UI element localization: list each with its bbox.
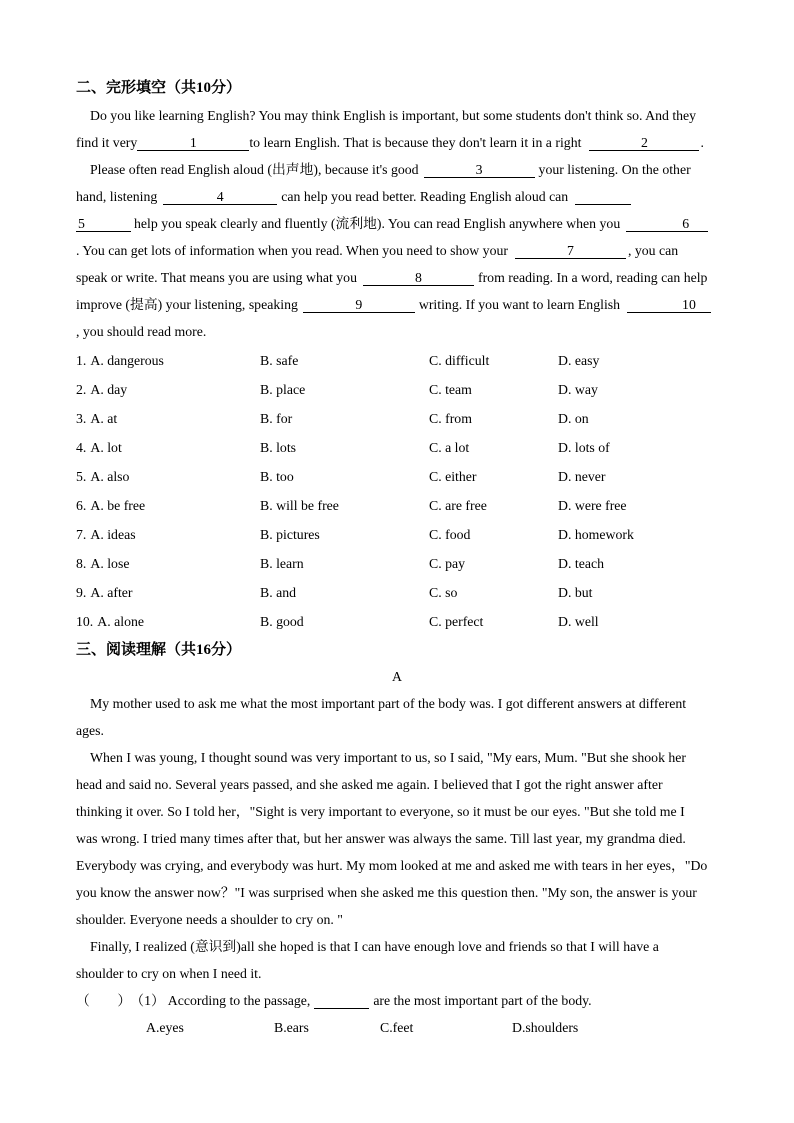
question-number: （1） [137, 993, 165, 1008]
blank-10: 10 [627, 297, 711, 313]
option-row [76, 549, 766, 578]
option-c: C. perfect [429, 614, 484, 629]
cloze-section-heading: 二、完形填空（共10分） [76, 80, 242, 96]
cloze-options [76, 346, 766, 636]
cloze-line [76, 210, 766, 237]
option-a [76, 607, 144, 636]
option-d: D. but [558, 585, 593, 600]
option-d: D. homework [558, 527, 634, 542]
cloze-text: , you should read more. [76, 324, 207, 339]
blank-7: 7 [515, 243, 626, 259]
cloze-text: speak or write. That means you are using what you [76, 270, 357, 285]
option-row [76, 462, 766, 491]
option-a [76, 404, 117, 433]
cloze-line [76, 291, 766, 318]
option-c: C. so [429, 585, 458, 600]
option-choice: A. ideas [90, 527, 136, 542]
cloze-line [76, 237, 766, 264]
option-b: B. will be free [260, 498, 339, 513]
option-c: C. team [429, 382, 472, 397]
option-choice: A. day [90, 382, 128, 397]
option-b: B. good [260, 614, 304, 629]
cloze-passage [76, 102, 766, 345]
choice-b: B.ears [274, 1020, 309, 1035]
answer-parentheses: （ ） [76, 993, 132, 1008]
cloze-line [76, 183, 766, 210]
cloze-text: writing. If you want to learn English [418, 297, 621, 312]
cloze-line [76, 102, 766, 129]
blank-5: 5 [76, 216, 131, 232]
option-c: C. a lot [429, 440, 470, 455]
cloze-text: from reading. In a word, reading can help [477, 270, 708, 285]
choice-d: D.shoulders [512, 1020, 579, 1035]
reading-line: you know the answer now？"I was surprised when she asked me this question then. "My son, the answer is your [76, 885, 697, 900]
question-blank [314, 993, 369, 1009]
reading-line: When I was young, I thought sound was very important to us, so I said, "My ears, Mum. "But she shook her [90, 750, 687, 765]
option-b: B. lots [260, 440, 297, 455]
blank-8: 8 [363, 270, 474, 286]
option-a [76, 433, 122, 462]
option-row [76, 491, 766, 520]
blank-3: 3 [424, 162, 535, 178]
reading-line: ages. [76, 723, 104, 738]
option-d: D. teach [558, 556, 604, 571]
option-choice: A. alone [97, 614, 144, 629]
cloze-text: improve (提高) your listening, speaking [76, 297, 298, 312]
option-b: B. too [260, 469, 294, 484]
choice-c: C.feet [380, 1020, 414, 1035]
option-number: 4. [76, 440, 87, 455]
reading-line: Everybody was crying, and everybody was hurt. My mom looked at me and asked me with tears in her eyes，"Do [76, 858, 708, 873]
choice-a: A.eyes [146, 1020, 184, 1035]
option-a [76, 491, 145, 520]
blank-1: 1 [137, 135, 249, 151]
cloze-text: . You can get lots of information when you read. When you need to show your [76, 243, 508, 258]
option-number: 5. [76, 469, 87, 484]
reading-line: shoulder. Everyone needs a shoulder to cry on. " [76, 912, 343, 927]
passage-label: A [392, 669, 402, 684]
option-number: 2. [76, 382, 87, 397]
option-a [76, 375, 127, 404]
option-b: B. for [260, 411, 293, 426]
reading-line: My mother used to ask me what the most important part of the body was. I got different answers at different [90, 696, 687, 711]
option-c: C. from [429, 411, 472, 426]
option-row [76, 607, 766, 636]
option-row [76, 578, 766, 607]
option-choice: A. after [90, 585, 133, 600]
option-b: B. and [260, 585, 297, 600]
option-b: B. pictures [260, 527, 320, 542]
option-choice: A. also [90, 469, 130, 484]
option-row [76, 375, 766, 404]
question-text: According to the passage, [167, 993, 311, 1008]
cloze-text: hand, listening [76, 189, 158, 204]
reading-passage [76, 690, 766, 1042]
question-text: are the most important part of the body. [373, 993, 592, 1008]
cloze-text: help you speak clearly and fluently (流利地). You can read English anywhere when you [134, 216, 621, 231]
option-c: C. either [429, 469, 477, 484]
option-d: D. easy [558, 353, 600, 368]
option-a [76, 346, 164, 375]
cloze-line [76, 129, 766, 156]
cloze-text: find it very [76, 135, 138, 150]
cloze-text: to learn English. That is because they don't learn it in a right [249, 135, 582, 150]
cloze-line [76, 318, 766, 345]
option-choice: A. at [90, 411, 118, 426]
option-d: D. on [558, 411, 589, 426]
option-c: C. difficult [429, 353, 490, 368]
blank-4: 4 [163, 189, 277, 205]
option-number: 1. [76, 353, 87, 368]
option-c: C. pay [429, 556, 466, 571]
option-a [76, 462, 129, 491]
option-row [76, 346, 766, 375]
option-number: 7. [76, 527, 87, 542]
option-d: D. never [558, 469, 606, 484]
cloze-text: , you can [627, 243, 679, 258]
question-stem [76, 987, 766, 1014]
option-number: 8. [76, 556, 87, 571]
cloze-text: Please often read English aloud (出声地), because it's good [90, 162, 419, 177]
option-number: 9. [76, 585, 87, 600]
blank-5-start [575, 189, 631, 205]
option-number: 10. [76, 614, 94, 629]
option-c: C. food [429, 527, 471, 542]
option-d: D. well [558, 614, 599, 629]
blank-9: 9 [303, 297, 415, 313]
cloze-line [76, 156, 766, 183]
option-choice: A. dangerous [90, 353, 164, 368]
reading-line: was wrong. I tried many times after that, but her answer was always the same. Till last year, my grandma died. [76, 831, 686, 846]
blank-6: 6 [626, 216, 708, 232]
option-choice: A. lot [90, 440, 122, 455]
option-b: B. safe [260, 353, 299, 368]
cloze-text: can help you read better. Reading English aloud can [281, 189, 569, 204]
reading-line: thinking it over. So I told her，"Sight is very important to everyone, so it must be our eyes. "But she told me I [76, 804, 685, 819]
question-choices [76, 1014, 766, 1042]
reading-line: shoulder to cry on when I need it. [76, 966, 262, 981]
option-b: B. place [260, 382, 306, 397]
cloze-text: Do you like learning English? You may think English is important, but some students don't think so. And they [90, 108, 697, 123]
option-a [76, 578, 133, 607]
cloze-text: . [700, 135, 704, 150]
option-number: 3. [76, 411, 87, 426]
option-choice: A. be free [90, 498, 146, 513]
option-choice: A. lose [90, 556, 130, 571]
option-row [76, 433, 766, 462]
option-a [76, 520, 136, 549]
cloze-text: your listening. On the other [538, 162, 691, 177]
option-b: B. learn [260, 556, 304, 571]
option-d: D. were free [558, 498, 627, 513]
option-row [76, 404, 766, 433]
reading-section-heading: 三、阅读理解（共16分） [76, 642, 242, 658]
cloze-line [76, 264, 766, 291]
option-row [76, 520, 766, 549]
option-number: 6. [76, 498, 87, 513]
reading-line: Finally, I realized (意识到)all she hoped is that I can have enough love and friends so that I will have a [90, 939, 659, 954]
option-a [76, 549, 129, 578]
blank-2: 2 [589, 135, 699, 151]
option-d: D. lots of [558, 440, 610, 455]
option-d: D. way [558, 382, 598, 397]
reading-line: head and said no. Several years passed, and she asked me again. I believed that I got the right answer after [76, 777, 663, 792]
option-c: C. are free [429, 498, 487, 513]
